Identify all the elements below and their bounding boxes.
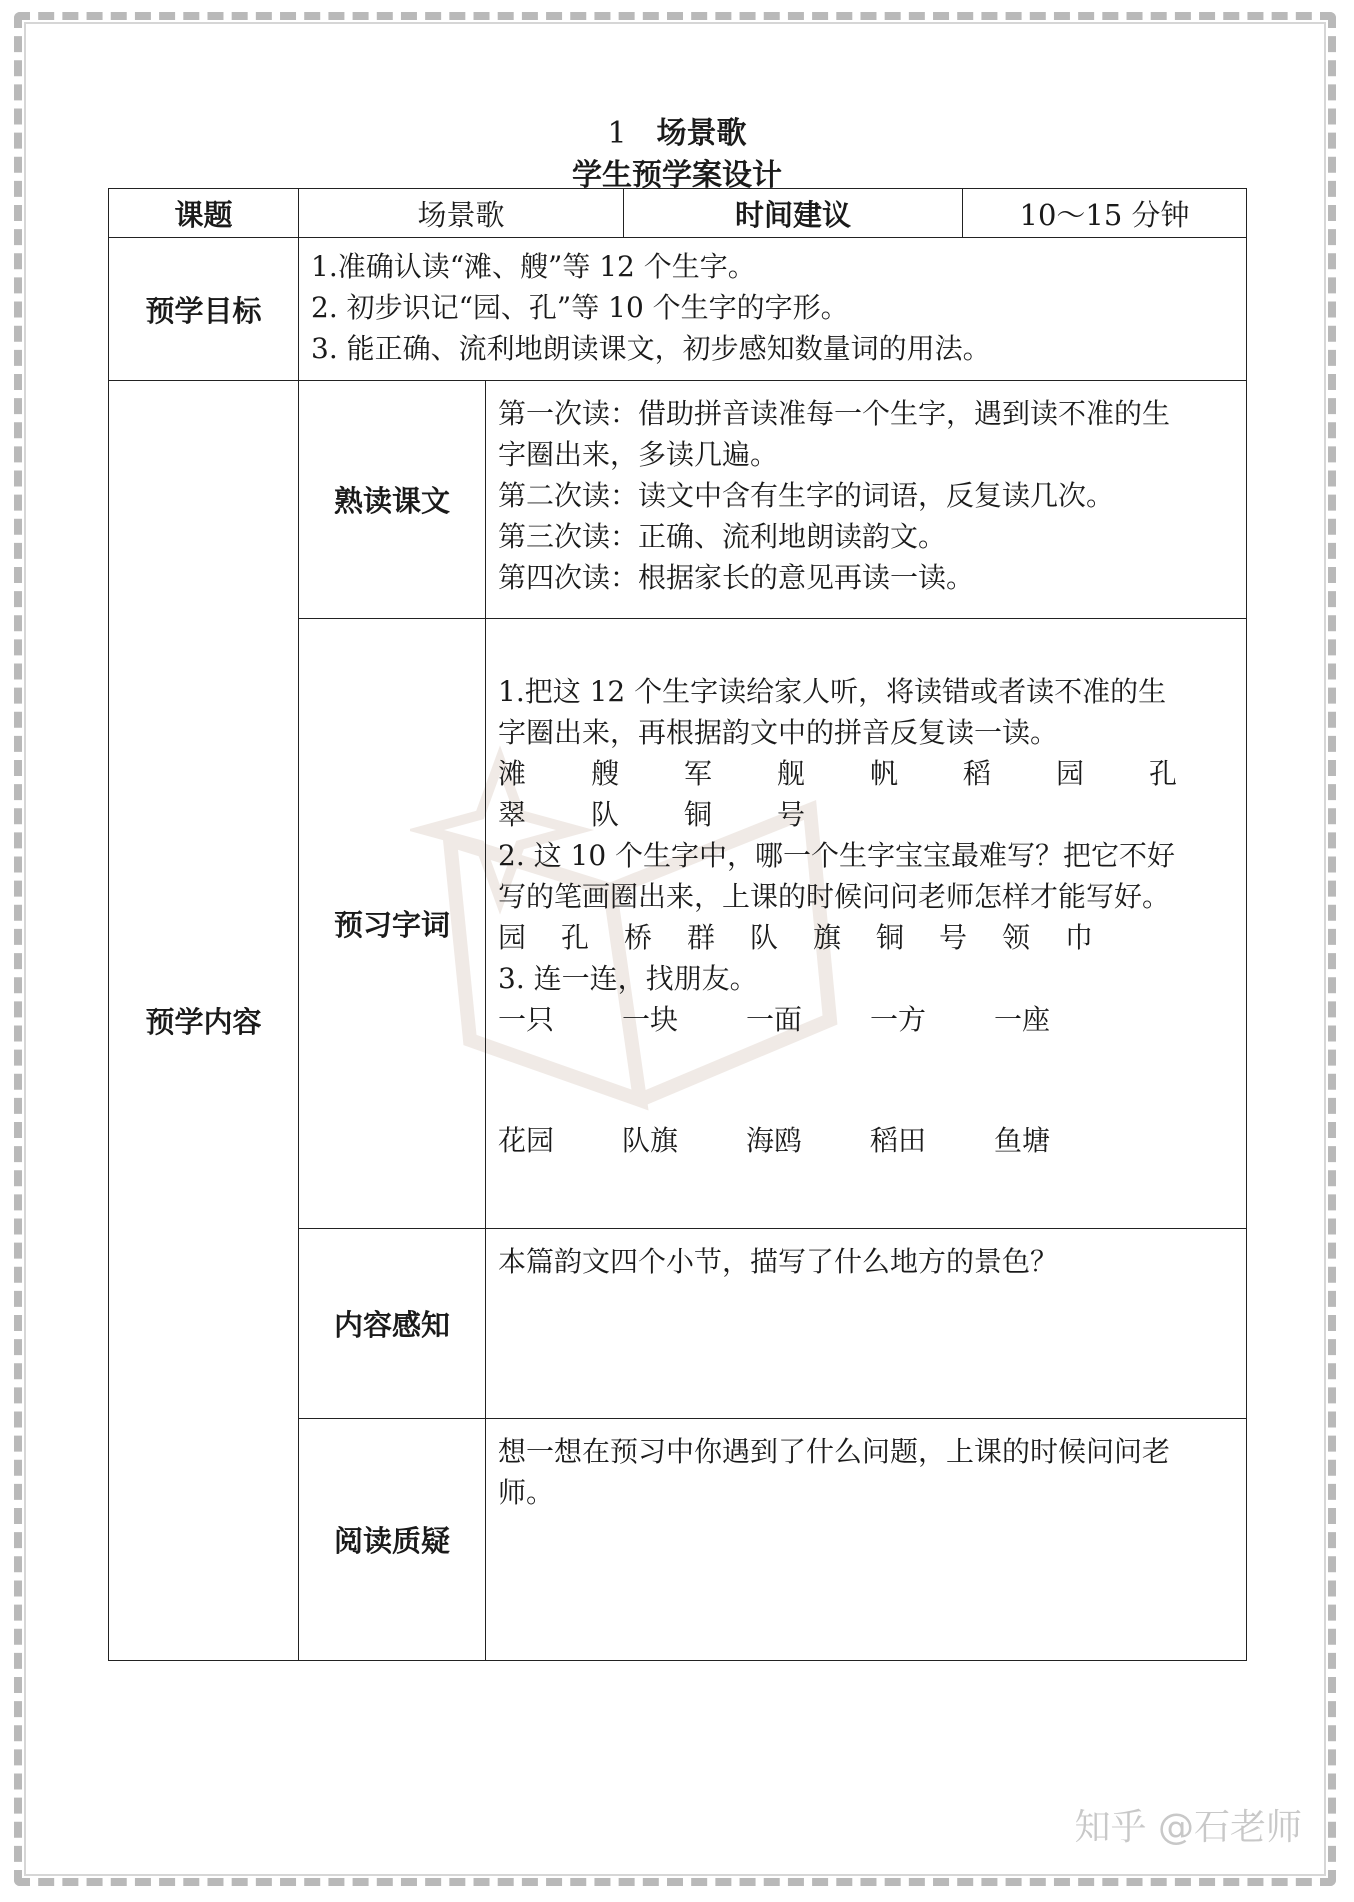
goal-item: 1.准确认读“滩、艘”等 12 个生字。 [311, 250, 756, 283]
goals-label: 预学目标 [109, 238, 299, 381]
noun-word: 稻田 [870, 1124, 927, 1157]
goals-list [299, 238, 1247, 381]
char-item: 号 [939, 921, 968, 954]
char-row-2 [498, 794, 1238, 835]
char-item: 队 [591, 798, 620, 831]
reading-content [486, 381, 1247, 619]
char-row-1 [498, 753, 1238, 794]
time-value: 10～15 分钟 [963, 189, 1247, 238]
char-item: 帆 [870, 757, 899, 790]
char-item: 队 [750, 921, 779, 954]
char-item: 孔 [561, 921, 590, 954]
measure-word: 一座 [994, 1003, 1051, 1036]
doubts-line: 师。 [498, 1476, 555, 1509]
noun-word: 鱼塘 [994, 1124, 1051, 1157]
char-row-3 [498, 917, 1238, 958]
char-item: 翠 [498, 798, 527, 831]
perception-content [486, 1229, 1247, 1419]
measure-word: 一面 [746, 1003, 803, 1036]
perception-label: 内容感知 [299, 1229, 486, 1419]
char-item: 号 [777, 798, 806, 831]
reading-line: 第二次读：读文中含有生字的词语，反复读几次。 [498, 479, 1115, 512]
matching-gap [498, 1040, 1238, 1120]
reading-line: 第四次读：根据家长的意见再读一读。 [498, 561, 975, 594]
lesson-title-text: 场景歌 [656, 116, 747, 151]
measure-word: 一方 [870, 1003, 927, 1036]
lesson-number: 1 [607, 116, 627, 151]
char-item: 园 [498, 921, 527, 954]
task-line: 1.把这 12 个生字读给家人听，将读错或者读不准的生 [498, 675, 1167, 708]
char-item: 滩 [498, 757, 527, 790]
goal-item: 2. 初步识记“园、孔”等 10 个生字的字形。 [311, 291, 849, 324]
char-item: 铜 [684, 798, 713, 831]
preview-plan-table [108, 188, 1247, 1661]
char-item: 铜 [876, 921, 905, 954]
char-item: 孔 [1149, 757, 1178, 790]
char-item: 桥 [624, 921, 653, 954]
noun-word: 花园 [498, 1124, 555, 1157]
doubts-label: 阅读质疑 [299, 1419, 486, 1661]
doubts-content [486, 1419, 1247, 1661]
task-line: 字圈出来，再根据韵文中的拼音反复读一读。 [498, 716, 1059, 749]
char-item: 领 [1002, 921, 1031, 954]
measure-word: 一只 [498, 1003, 555, 1036]
lesson-title [0, 108, 1354, 152]
page-subtitle: 学生预学案设计 [572, 158, 782, 193]
char-item: 巾 [1065, 921, 1094, 954]
noun-word: 队旗 [622, 1124, 679, 1157]
char-item: 群 [687, 921, 716, 954]
char-item: 旗 [813, 921, 842, 954]
char-item: 舰 [777, 757, 806, 790]
measure-word-row [498, 999, 1238, 1040]
topic-value: 场景歌 [299, 189, 624, 238]
char-item: 园 [1056, 757, 1085, 790]
reading-label: 熟读课文 [299, 381, 486, 619]
measure-word: 一块 [622, 1003, 679, 1036]
task-line: 2. 这 10 个生字中，哪一个生字宝宝最难写？把它不好 [498, 839, 1176, 872]
content-label: 预学内容 [109, 381, 299, 1661]
goal-item: 3. 能正确、流利地朗读课文，初步感知数量词的用法。 [311, 332, 991, 365]
time-label: 时间建议 [624, 189, 963, 238]
char-item: 军 [684, 757, 713, 790]
topic-label: 课题 [109, 189, 299, 238]
reading-line: 第三次读：正确、流利地朗读韵文。 [498, 520, 947, 553]
reading-line: 第一次读：借助拼音读准每一个生字，遇到读不准的生 [498, 397, 1171, 430]
noun-row [498, 1120, 1238, 1161]
doubts-line: 想一想在预习中你遇到了什么问题，上课的时候问问老 [498, 1435, 1171, 1468]
perception-question: 本篇韵文四个小节，描写了什么地方的景色？ [498, 1245, 1059, 1278]
noun-word: 海鸥 [746, 1124, 803, 1157]
char-item: 艘 [591, 757, 620, 790]
task-line: 3. 连一连，找朋友。 [498, 962, 758, 995]
words-content [486, 619, 1247, 1229]
reading-line: 字圈出来，多读几遍。 [498, 438, 779, 471]
task-line: 写的笔画圈出来，上课的时候问问老师怎样才能写好。 [498, 880, 1171, 913]
zhihu-watermark: 知乎 @石老师 [1074, 1807, 1302, 1848]
words-label: 预习字词 [299, 619, 486, 1229]
char-item: 稻 [963, 757, 992, 790]
